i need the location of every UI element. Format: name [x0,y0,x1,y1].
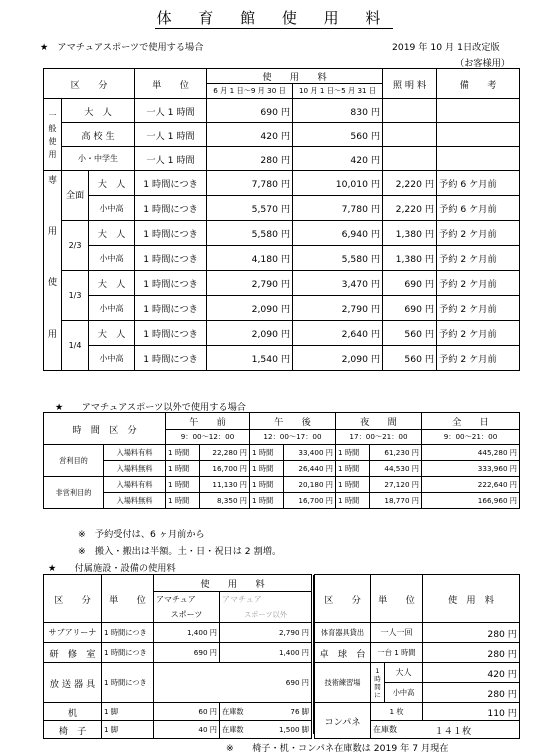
header-amateur: アマチュア [154,592,220,608]
exclusive-winter: 2,090 円 [293,346,383,371]
section-heading-non-amateur: ★ アマチュアスポーツ以外で使用する場合 [55,402,246,413]
exclusive-summer: 2,790 円 [207,271,293,296]
admission-type: 入場料無料 [104,493,166,509]
general-summer: 690 円 [207,99,293,123]
header-afternoon: 午 後 [250,413,336,430]
conpane-fee: 110 円 [423,703,520,721]
fee: 16,700 円 [200,461,250,477]
exclusive-light: 2,220 円 [383,196,437,221]
facility-other-fee: 1,400 円 [220,643,312,663]
exclusive-winter: 5,580 円 [293,246,383,271]
equipment-fee: 280 円 [423,643,520,663]
desk-stock: 76 脚 [264,703,312,721]
header-fee: 使 用 料 [207,69,383,84]
fee: 33,400 円 [284,445,336,461]
exclusive-unit: 1 時間につき [135,296,207,321]
conpane-stock-label: 在庫数 [371,721,423,739]
equipment-unit: 一人一回 [371,623,423,643]
exclusive-light: 1,380 円 [383,221,437,246]
range-afternoon: 12：00～17：00 [250,430,336,445]
exclusive-note: 予約 2 ケ月前 [437,321,520,346]
admission-type: 入場料有料 [104,445,166,461]
desk-fee: 60 円 [154,703,220,721]
exclusive-winter: 2,790 円 [293,296,383,321]
section-heading-amateur: ★ アマチュアスポーツで使用する場合 [40,42,204,53]
exclusive-winter: 3,470 円 [293,271,383,296]
range-morning: 9：00～12：00 [166,430,250,445]
exclusive-summer: 5,580 円 [207,221,293,246]
exclusive-cat: 大 人 [89,221,135,246]
header-period-summer: 6 月 1 日～9 月 30 日 [207,84,293,99]
desk-unit: 1 脚 [102,703,154,721]
exclusive-winter: 2,640 円 [293,321,383,346]
general-winter: 420 円 [293,147,383,171]
equipment-unit: 一台 1 時間 [371,643,423,663]
client-copy-label: （お客様用） [455,58,511,69]
general-note [437,147,520,171]
general-note [437,99,520,123]
facility-amateur-fee: 1,400 円 [154,623,220,643]
conpane-unit: 1 枚 [371,703,423,721]
exclusive-summer: 5,570 円 [207,196,293,221]
header-category: 区 分 [44,69,135,99]
exclusive-note: 予約 2 ケ月前 [437,296,520,321]
chair-unit: 1 脚 [102,721,154,739]
exclusive-summer: 1,540 円 [207,346,293,371]
facility-amateur-fee: 690 円 [154,643,220,663]
desk-cat: 机 [44,703,102,721]
duration: 1 時間 [250,477,284,493]
allday-fee: 333,960 円 [422,461,520,477]
exclusive-note: 予約 6 ケ月前 [437,196,520,221]
trainer-adult-fee: 420 円 [423,663,520,683]
exclusive-winter: 6,940 円 [293,221,383,246]
admission-type: 入場料無料 [104,461,166,477]
allday-fee: 166,960 円 [422,493,520,509]
facility-other-fee: 2,790 円 [220,623,312,643]
general-unit: 一人 1 時間 [135,147,207,171]
exclusive-cat: 大 人 [89,321,135,346]
header-lighting: 照 明 料 [383,69,437,99]
range-evening: 17：00～21：00 [336,430,422,445]
broadcast-fee: 690 円 [154,663,312,703]
footer-note: ※ 椅子・机・コンパネ在庫数は 2019 年 7 月現在 [226,743,449,754]
facility-unit: 1 時間につき [102,643,154,663]
trainer-adult-label: 大人 [385,663,423,683]
exclusive-note: 予約 2 ケ月前 [437,246,520,271]
header-allday: 全 日 [422,413,520,430]
fee: 8,350 円 [200,493,250,509]
allday-fee: 445,280 円 [422,445,520,461]
exclusive-cat: 小中高 [89,196,135,221]
general-unit: 一人 1 時間 [135,99,207,123]
exclusive-cat: 大 人 [89,271,135,296]
general-cat: 小・中学生 [62,147,135,171]
duration: 1 時間 [166,477,200,493]
trainer-cat: 技術練習場 [315,663,371,703]
fee: 61,230 円 [370,445,422,461]
exclusive-summer: 2,090 円 [207,296,293,321]
amateur-fee-table [43,68,520,371]
facility-cat: 放 送 器 具 [44,663,102,703]
exclusive-note: 予約 6 ケ月前 [437,171,520,196]
general-unit: 一人 1 時間 [135,123,207,147]
note-surcharge: ※ 搬入・搬出は半額。土・日・祝日は 2 割増。 [78,546,282,557]
general-winter: 560 円 [293,123,383,147]
note-reservation: ※ 予約受付は、6 ヶ月前から [78,529,205,540]
duration: 1 時間 [250,445,284,461]
conpane-cat: コンパネ [315,703,371,739]
admission-type: 入場料有料 [104,477,166,493]
fee: 44,530 円 [370,461,422,477]
general-summer: 420 円 [207,123,293,147]
non-amateur-fee-table [43,412,520,509]
exclusive-cat: 小中高 [89,346,135,371]
exclusive-note: 予約 2 ケ月前 [437,221,520,246]
area-one-third: 1/3 [62,271,89,321]
exclusive-light: 690 円 [383,271,437,296]
header-sports: スポーツ [154,608,220,623]
duration: 1 時間 [336,493,370,509]
equipment-fee-table [314,574,520,739]
exclusive-cat: 小中高 [89,296,135,321]
duration: 1 時間 [336,477,370,493]
exclusive-light: 560 円 [383,346,437,371]
general-cat: 高 校 生 [62,123,135,147]
facility-unit: 1 時間につき [102,663,154,703]
exclusive-use-label: 専 用 使 用 [44,171,62,371]
equipment-fee: 280 円 [423,623,520,643]
header-unit: 単 位 [102,575,154,623]
exclusive-note: 予約 2 ケ月前 [437,271,520,296]
header-time-category: 時 間 区 分 [44,413,166,445]
exclusive-cat: 小中高 [89,246,135,271]
area-one-quarter: 1/4 [62,321,89,371]
equipment-cat: 卓 球 台 [315,643,371,663]
exclusive-cat: 大 人 [89,171,135,196]
page-title: 体 育 館 使 用 料 [156,9,392,27]
desk-stock-label: 在庫数 [220,703,264,721]
fee: 27,120 円 [370,477,422,493]
exclusive-unit: 1 時間につき [135,196,207,221]
header-other-bottom: スポーツ以外 [220,608,312,623]
header-other-top: アマチュア [220,592,312,608]
exclusive-winter: 10,010 円 [293,171,383,196]
facility-unit: 1 時間につき [102,623,154,643]
duration: 1 時間 [250,493,284,509]
range-allday: 9：00～21：00 [422,430,520,445]
duration: 1 時間 [336,461,370,477]
exclusive-light: 560 円 [383,321,437,346]
header-period-winter: 10 月 1 日～5 月 31 日 [293,84,383,99]
duration: 1 時間 [166,445,200,461]
facility-cat: 研 修 室 [44,643,102,663]
fee: 16,700 円 [284,493,336,509]
group-non-commercial: 非営利目的 [44,477,104,509]
revision-date: 2019 年 10 月 1日改定版 [392,42,500,53]
group-commercial: 営利目的 [44,445,104,477]
header-morning: 午 前 [166,413,250,430]
general-winter: 830 円 [293,99,383,123]
exclusive-summer: 2,090 円 [207,321,293,346]
exclusive-unit: 1 時間につき [135,221,207,246]
general-light [383,147,437,171]
general-light [383,123,437,147]
header-fee: 使 用 料 [154,575,312,592]
exclusive-light: 690 円 [383,296,437,321]
fee: 20,180 円 [284,477,336,493]
chair-fee: 40 円 [154,721,220,739]
general-light [383,99,437,123]
facility-fee-table [43,574,312,739]
chair-stock: 1,500 脚 [264,721,312,739]
area-two-thirds: 2/3 [62,221,89,271]
area-full: 全面 [62,171,89,221]
header-unit: 単 位 [135,69,207,99]
header-notes: 備 考 [437,69,520,99]
exclusive-unit: 1 時間につき [135,246,207,271]
duration: 1 時間 [336,445,370,461]
equipment-cat: 体育器具貸出 [315,623,371,643]
exclusive-note: 予約 2 ケ月前 [437,346,520,371]
chair-cat: 椅 子 [44,721,102,739]
exclusive-unit: 1 時間につき [135,171,207,196]
exclusive-unit: 1 時間につき [135,271,207,296]
fee: 18,770 円 [370,493,422,509]
duration: 1 時間 [250,461,284,477]
header-fee: 使 用 料 [423,575,520,623]
exclusive-unit: 1 時間につき [135,321,207,346]
exclusive-summer: 7,780 円 [207,171,293,196]
general-summer: 280 円 [207,147,293,171]
duration: 1 時間 [166,493,200,509]
exclusive-winter: 7,780 円 [293,196,383,221]
exclusive-unit: 1 時間につき [135,346,207,371]
trainer-child-fee: 280 円 [423,683,520,703]
exclusive-light: 2,220 円 [383,171,437,196]
facility-cat: サブアリーナ [44,623,102,643]
header-evening: 夜 間 [336,413,422,430]
allday-fee: 222,640 円 [422,477,520,493]
fee: 11,130 円 [200,477,250,493]
conpane-stock: １４１枚 [423,721,520,739]
general-note [437,123,520,147]
header-unit: 単 位 [371,575,423,623]
chair-stock-label: 在庫数 [220,721,264,739]
exclusive-summer: 4,180 円 [207,246,293,271]
trainer-unit: 1 時 間 に [371,663,385,703]
section-heading-facilities: ★ 付属施設・設備の使用料 [48,563,176,574]
trainer-child-label: 小中高 [385,683,423,703]
general-use-label: 一 般 使 用 [44,99,62,171]
exclusive-light: 1,380 円 [383,246,437,271]
header-category: 区 分 [44,575,102,623]
header-category: 区 分 [315,575,371,623]
duration: 1 時間 [166,461,200,477]
fee: 22,280 円 [200,445,250,461]
fee: 26,440 円 [284,461,336,477]
general-cat: 大 人 [62,99,135,123]
